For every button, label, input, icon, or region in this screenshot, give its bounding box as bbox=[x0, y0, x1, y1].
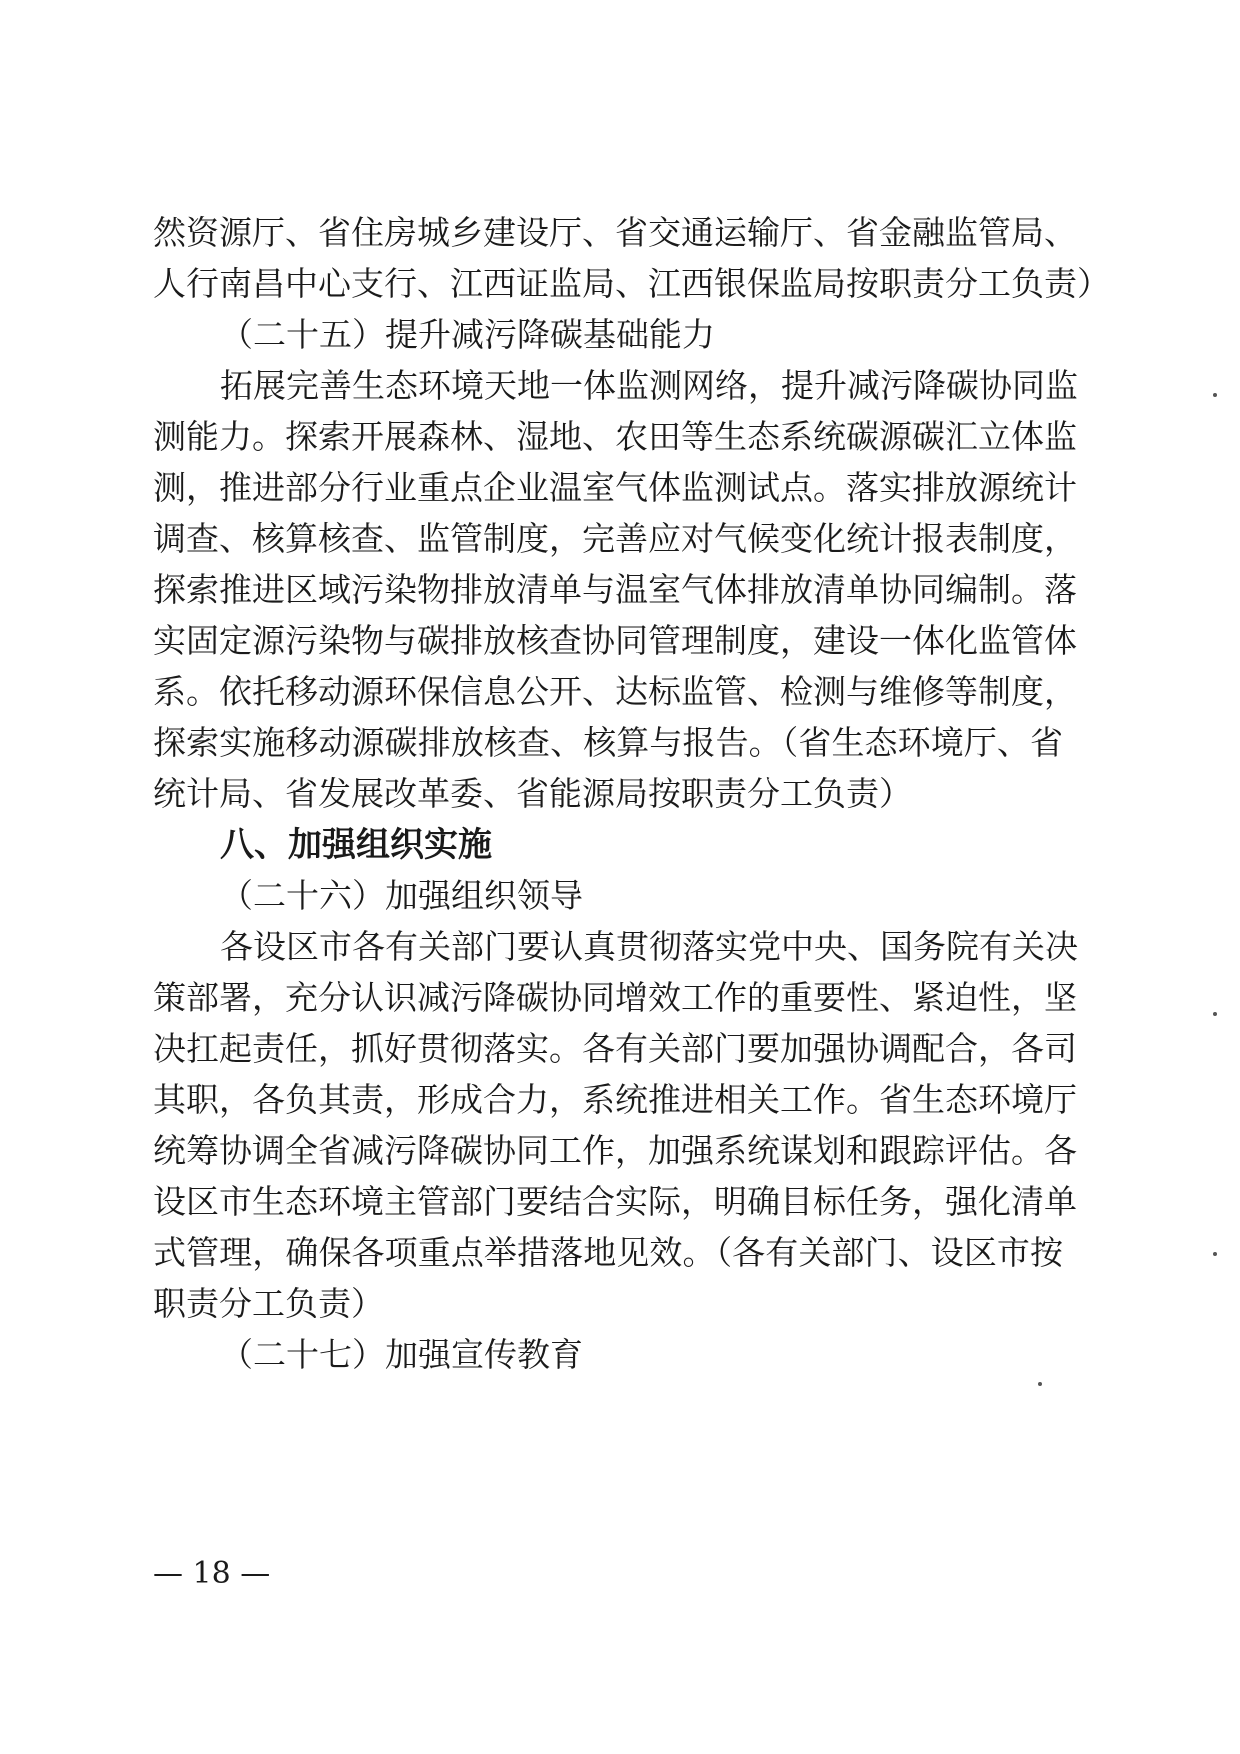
paragraph-line: 式管理，确保各项重点举措落地见效。（各有关部门、设区市按 bbox=[153, 1233, 1063, 1272]
paragraph-line: 其职，各负其责，形成合力，系统推进相关工作。省生态环境厅 bbox=[153, 1080, 1077, 1119]
scan-speck bbox=[1213, 393, 1217, 397]
paragraph-line: 测能力。探索开展森林、湿地、农田等生态系统碳源碳汇立体监 bbox=[153, 417, 1077, 456]
paragraph-line: 实固定源污染物与碳排放核查协同管理制度，建设一体化监管体 bbox=[153, 621, 1077, 660]
subsection-heading-25: （二十五）提升减污降碳基础能力 bbox=[220, 315, 715, 354]
subsection-heading-26: （二十六）加强组织领导 bbox=[220, 876, 583, 915]
scan-speck bbox=[1213, 1252, 1217, 1256]
paragraph-line: 调查、核算核查、监管制度，完善应对气候变化统计报表制度， bbox=[153, 519, 1077, 558]
paragraph-line: 决扛起责任，抓好贯彻落实。各有关部门要加强协调配合，各司 bbox=[153, 1029, 1077, 1068]
section-heading-8: 八、加强组织实施 bbox=[220, 825, 492, 865]
paragraph-line: 人行南昌中心支行、江西证监局、江西银保监局按职责分工负责） bbox=[153, 264, 1110, 303]
paragraph-line: 拓展完善生态环境天地一体监测网络，提升减污降碳协同监 bbox=[220, 366, 1078, 405]
subsection-heading-27: （二十七）加强宣传教育 bbox=[220, 1335, 583, 1374]
paragraph-line: 测，推进部分行业重点企业温室气体监测试点。落实排放源统计 bbox=[153, 468, 1077, 507]
paragraph-line: 职责分工负责） bbox=[153, 1284, 384, 1323]
paragraph-line: 统筹协调全省减污降碳协同工作，加强系统谋划和跟踪评估。各 bbox=[153, 1131, 1077, 1170]
paragraph-line: 各设区市各有关部门要认真贯彻落实党中央、国务院有关决 bbox=[220, 927, 1078, 966]
paragraph-line: 统计局、省发展改革委、省能源局按职责分工负责） bbox=[153, 774, 912, 813]
page-number: — 18 — bbox=[153, 1556, 271, 1591]
scan-speck bbox=[1213, 1012, 1217, 1016]
paragraph-line: 策部署，充分认识减污降碳协同增效工作的重要性、紧迫性，坚 bbox=[153, 978, 1077, 1017]
paragraph-line: 探索推进区域污染物排放清单与温室气体排放清单协同编制。落 bbox=[153, 570, 1077, 609]
paragraph-line: 系。依托移动源环保信息公开、达标监管、检测与维修等制度， bbox=[153, 672, 1077, 711]
paragraph-line: 设区市生态环境主管部门要结合实际，明确目标任务，强化清单 bbox=[153, 1182, 1077, 1221]
paragraph-line: 然资源厅、省住房城乡建设厅、省交通运输厅、省金融监管局、 bbox=[153, 213, 1077, 252]
paragraph-line: 探索实施移动源碳排放核查、核算与报告。（省生态环境厅、省 bbox=[153, 723, 1063, 762]
scan-speck bbox=[1038, 1382, 1042, 1386]
